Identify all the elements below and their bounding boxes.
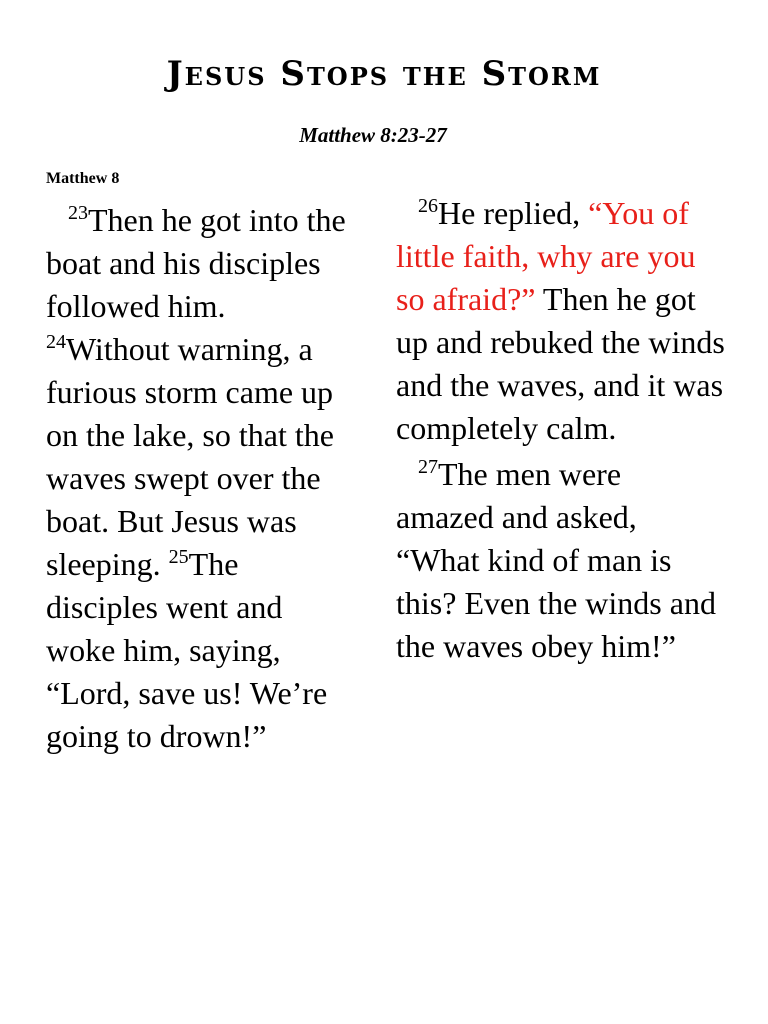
verse-24-text: Without warning, a furious storm came up on the lake, so that the waves swept over the boat. But Jesus was sleeping.: [46, 331, 334, 582]
verse-25-text: The disciples went and woke him, saying, “Lord, save us! We’re going to drown!”: [46, 546, 328, 754]
verse-number-26: 26: [418, 195, 438, 217]
verse-26-rest: Then he got up and rebuked the winds and the waves, and it was completely calm.: [396, 281, 725, 446]
verse-27-text: The men were amazed and asked, “What kind of man is this? Even the winds and the waves obey him!”: [396, 456, 716, 664]
verse-26: [396, 192, 726, 450]
verse-23-text: Then he got into the boat and his disciples followed him.: [46, 202, 346, 324]
verses-23-25: [46, 199, 346, 758]
right-column: [396, 192, 726, 668]
verse-number-24: 24: [46, 331, 66, 353]
left-column: [46, 199, 346, 758]
verse-26-intro: He replied,: [438, 195, 589, 231]
verse-number-27: 27: [418, 456, 438, 478]
scripture-reference: Matthew 8:23-27: [299, 123, 447, 147]
verse-number-25: 25: [168, 546, 189, 568]
words-of-jesus: “You of little faith, why are you so afraid?”: [396, 195, 696, 317]
page-title: Jesus Stops the Storm: [166, 54, 602, 94]
verse-number-23: 23: [68, 202, 88, 224]
verse-27: [396, 453, 726, 668]
chapter-label: Matthew 8: [46, 170, 120, 187]
